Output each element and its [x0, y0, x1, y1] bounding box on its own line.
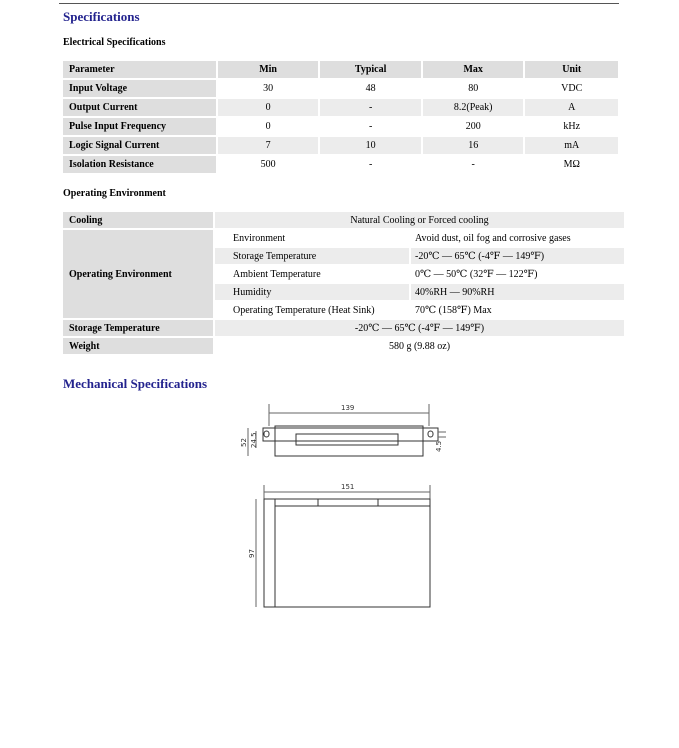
row-label: Logic Signal Current — [63, 137, 216, 154]
table-cell: Natural Cooling or Forced cooling — [215, 212, 624, 228]
table-cell: 10 — [320, 137, 421, 154]
table-cell: Storage Temperature — [215, 248, 409, 264]
dim-height-outer: 52 — [240, 438, 248, 447]
row-label: Weight — [63, 338, 213, 354]
table-cell: - — [471, 159, 475, 170]
top-outline — [264, 499, 430, 607]
row-label: Cooling — [63, 212, 213, 228]
table-cell: Ambient Temperature — [233, 268, 321, 280]
table-cell: 200 — [465, 121, 481, 132]
dim-top-width: 139 — [341, 404, 355, 412]
table-cell: 30 — [263, 83, 274, 94]
table-cell: -20℃ — 65℃ (-4℉ — 149℉) — [411, 248, 624, 264]
row-label: Pulse Input Frequency — [63, 118, 216, 135]
row-label: Isolation Resistance — [63, 156, 216, 173]
column-header: Typical — [320, 61, 421, 78]
column-header: Unit — [525, 61, 618, 78]
dim-bottom-height: 97 — [248, 549, 256, 558]
dim-height-inner: 24.5 — [250, 432, 258, 448]
table-cell: VDC — [561, 83, 583, 94]
table-cell: 7 — [218, 137, 319, 154]
table-cell: 8.2(Peak) — [423, 99, 524, 116]
table-cell: Humidity — [215, 284, 409, 300]
electrical-heading: Electrical Specifications — [63, 37, 166, 48]
column-header: Min — [218, 61, 319, 78]
table-cell: MΩ — [563, 159, 580, 170]
table-cell: - — [368, 159, 373, 170]
dim-slot: 4.5 — [435, 440, 443, 452]
row-label: Storage Temperature — [63, 320, 213, 336]
top-view — [248, 483, 430, 607]
row-label: Input Voltage — [63, 80, 216, 97]
mechanical-heading: Mechanical Specifications — [63, 376, 208, 391]
table-cell: Environment — [233, 232, 286, 244]
table-cell: 40%RH — 90%RH — [411, 284, 624, 300]
table-cell: Avoid dust, oil fog and corrosive gases — [415, 232, 571, 244]
table-cell: mA — [525, 137, 618, 154]
row-label: Operating Environment — [63, 230, 213, 318]
connector-slot — [296, 434, 398, 445]
table-cell: 0℃ — 50℃ (32℉ — 122℉) — [415, 268, 538, 280]
table-cell: -20℃ — 65℃ (-4℉ — 149℉) — [215, 320, 624, 336]
table-cell: 0 — [265, 121, 271, 132]
table-cell: Operating Temperature (Heat Sink) — [233, 304, 375, 316]
column-header: Parameter — [63, 61, 216, 78]
table-cell: A — [525, 99, 618, 116]
table-cell: 580 g (9.88 oz) — [388, 340, 451, 352]
table-cell: - — [320, 99, 421, 116]
page-title: Specifications — [63, 9, 140, 24]
row-label: Output Current — [63, 99, 216, 116]
table-cell: 16 — [423, 137, 524, 154]
table-cell: 70℃ (158℉) Max — [415, 304, 492, 316]
table-cell: 500 — [260, 159, 276, 170]
environment-heading: Operating Environment — [63, 188, 166, 199]
table-cell: - — [368, 121, 373, 132]
column-header: Max — [423, 61, 524, 78]
side-view — [240, 404, 446, 456]
table-cell: 80 — [468, 83, 479, 94]
table-cell: 48 — [365, 83, 376, 94]
dim-bottom-width: 151 — [341, 483, 355, 491]
table-cell: kHz — [563, 121, 581, 132]
table-cell: 0 — [218, 99, 319, 116]
